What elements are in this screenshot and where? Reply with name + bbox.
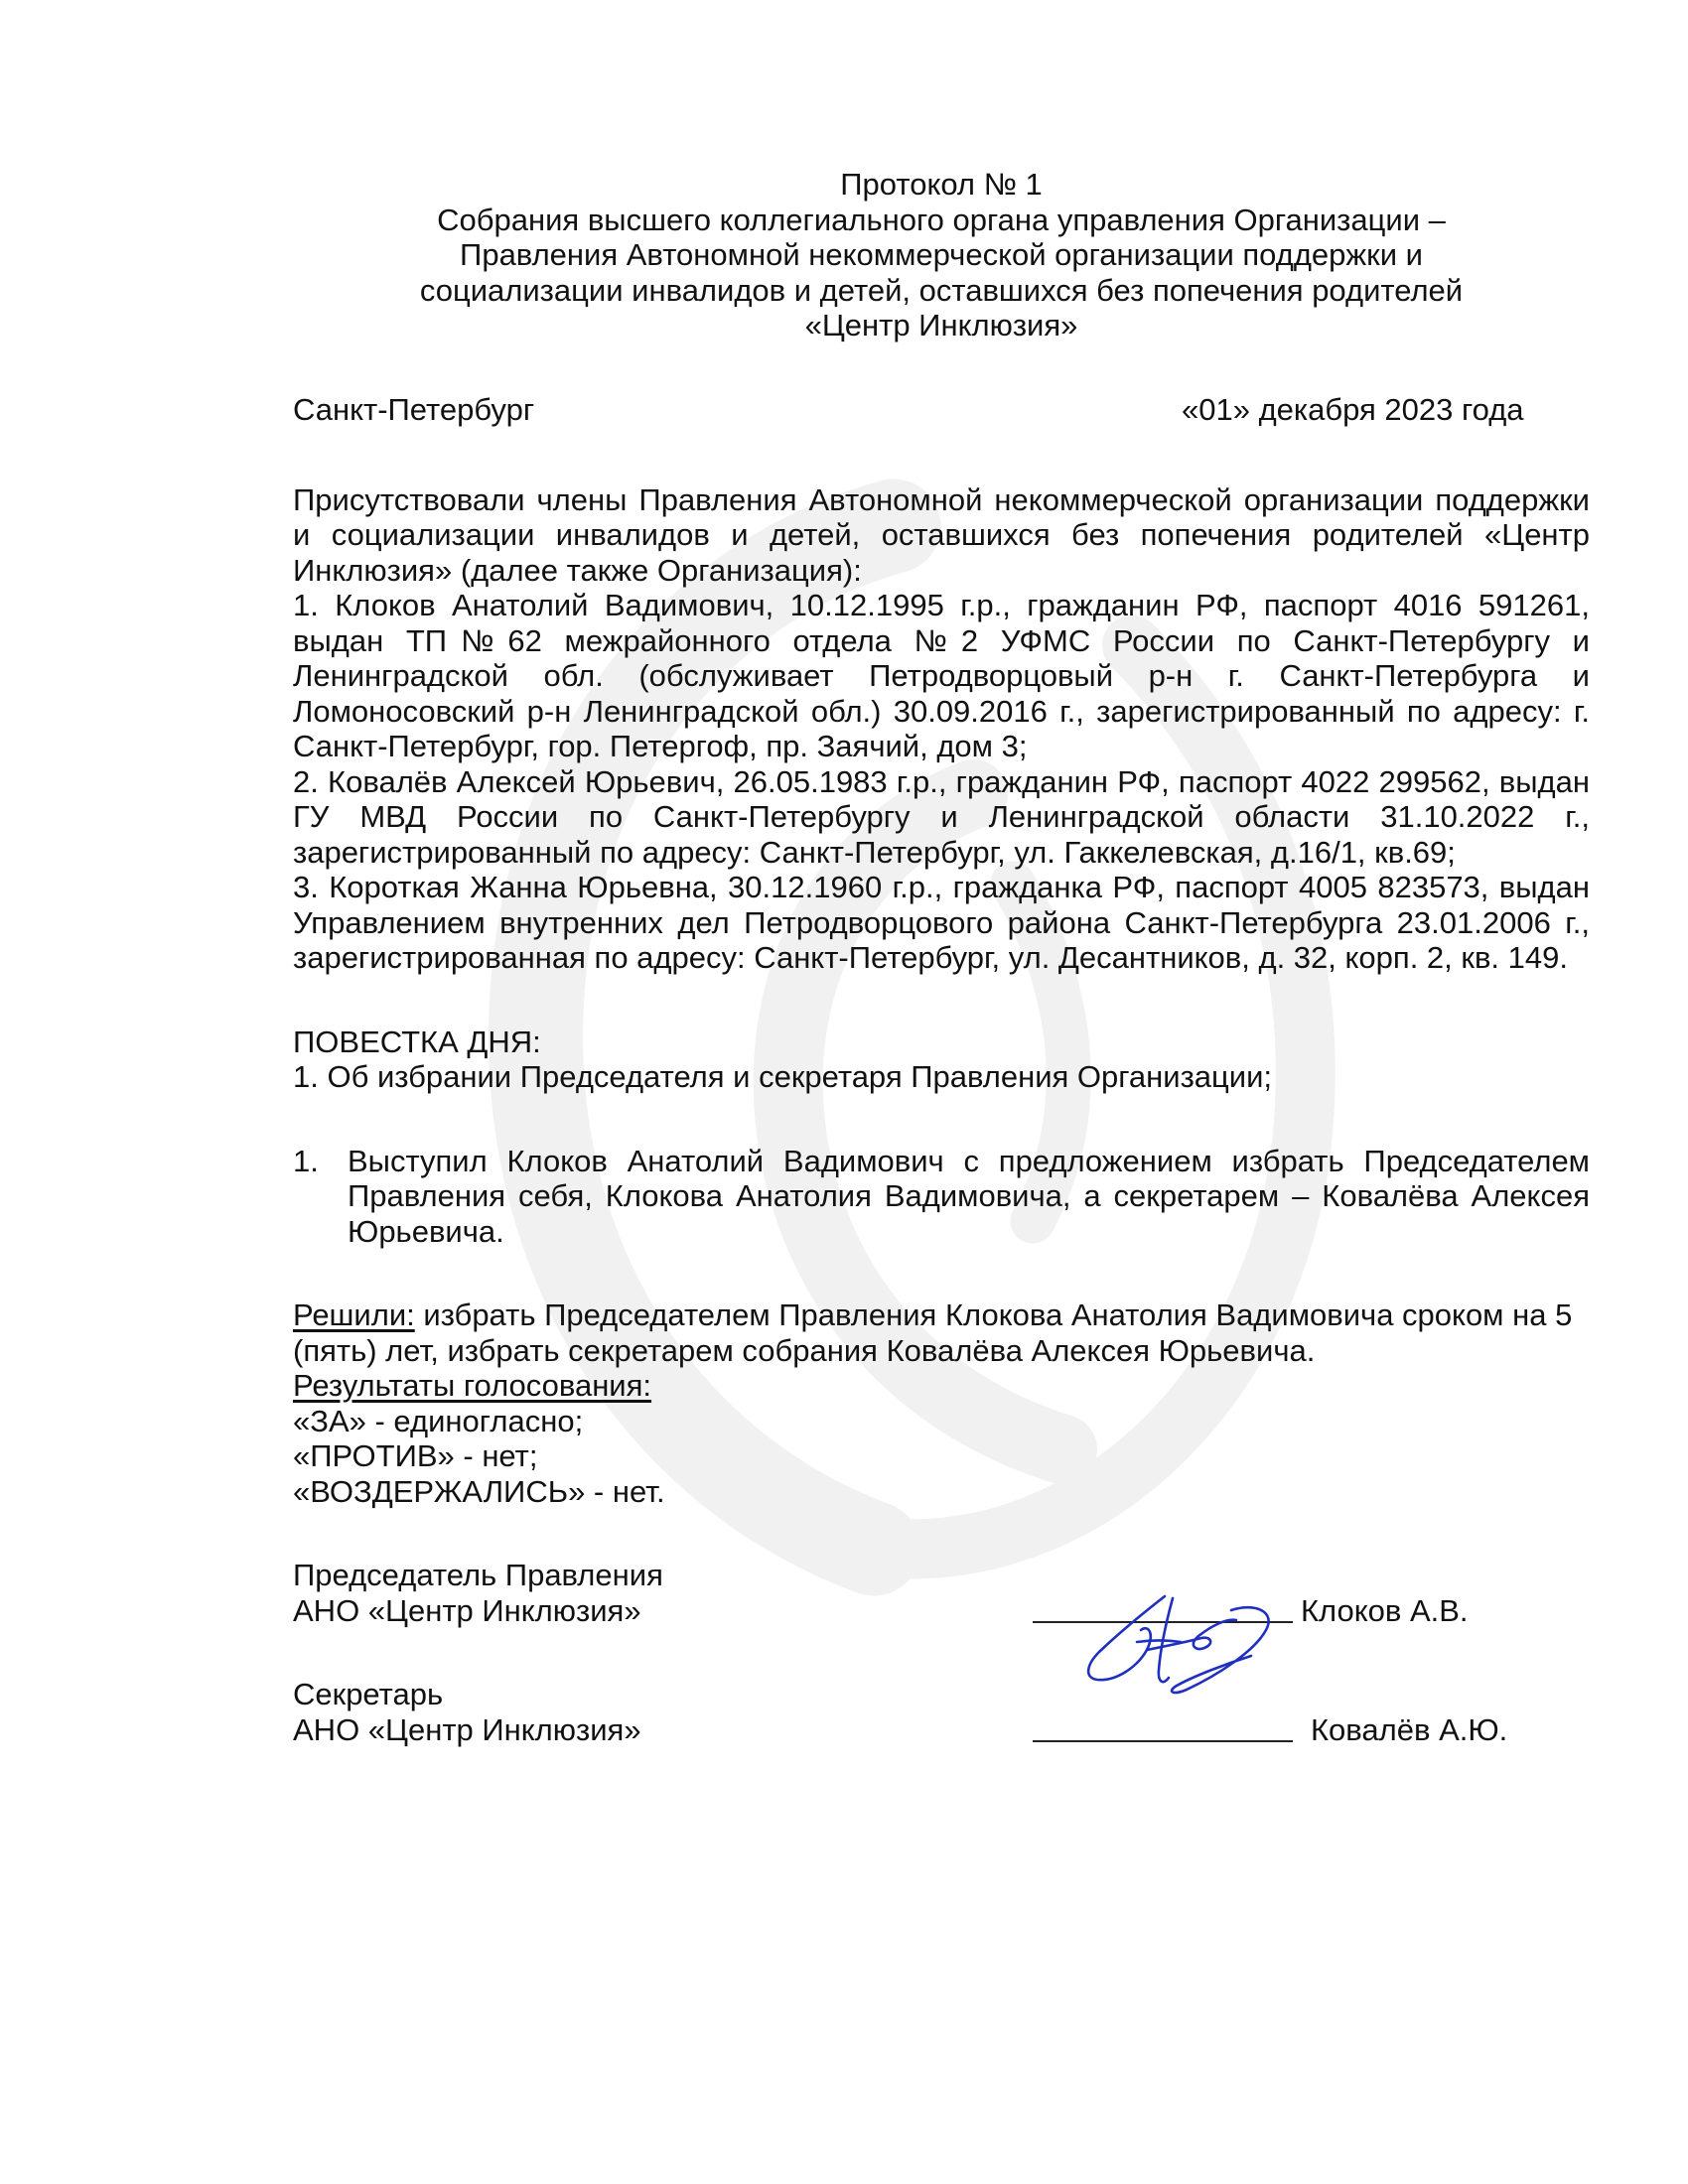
place-date-row xyxy=(293,392,1590,428)
chair-role: Председатель Правления xyxy=(293,1558,663,1592)
agenda-item: 1. Об избрании Председателя и секретаря Правления Организации; xyxy=(293,1059,1273,1094)
speech-number: 1. xyxy=(293,1143,319,1178)
title-line-1: Протокол № 1 xyxy=(840,167,1043,202)
voting-results-label: Результаты голосования: xyxy=(293,1368,652,1403)
title-line-2: Собрания высшего коллегиального органа управления Организации – xyxy=(437,202,1446,237)
decision-label: Решили: xyxy=(293,1297,415,1332)
document-content xyxy=(293,167,1590,1748)
title-line-3: Правления Автономной некоммерческой организации поддержки и xyxy=(460,237,1423,272)
title-line-5: «Центр Инклюзия» xyxy=(804,308,1078,342)
agenda-section xyxy=(293,1024,1590,1095)
attendees-section xyxy=(293,482,1590,976)
chair-org: АНО «Центр Инклюзия» xyxy=(293,1593,641,1628)
document-title xyxy=(293,167,1590,343)
handwritten-signature xyxy=(1077,1590,1286,1700)
secretary-signature-block xyxy=(293,1677,1590,1748)
speech-text: Выступил Клоков Анатолий Вадимович с предложением избрать Председателем Правления себя, Клокова Анатолия Вадимовича, а секретарем – Ковалёва Алексея Юрьевича. xyxy=(348,1143,1590,1249)
secretary-role: Секретарь xyxy=(293,1677,444,1711)
vote-against: «ПРОТИВ» - нет; xyxy=(293,1438,538,1473)
secretary-name: Ковалёв А.Ю. xyxy=(1311,1712,1508,1747)
speech-item xyxy=(293,1144,1590,1250)
document-date: «01» декабря 2023 года xyxy=(1182,391,1524,427)
vote-abstained: «ВОЗДЕРЖАЛИСЬ» - нет. xyxy=(293,1473,665,1509)
attendees-intro: Присутствовали члены Правления Автономной некоммерческой организации поддержки и социализации инвалидов и детей, оставшихся без попечения родителей «Центр Инклюзия» (далее также Организация): xyxy=(293,481,1590,588)
city: Санкт-Петербург xyxy=(293,391,535,427)
title-line-4: социализации инвалидов и детей, оставшихся без попечения родителей xyxy=(419,272,1464,308)
attendee-item: 2. Ковалёв Алексей Юрьевич, 26.05.1983 г.р., гражданин РФ, паспорт 4022 299562, выдан ГУ МВД России по Санкт-Петербургу и Ленинградской области 31.10.2022 г., зарегистрированный по адресу: Санкт-Петербург, ул. Гаккелевская, д.16/1, кв.69; xyxy=(293,763,1590,870)
attendee-item: 3. Короткая Жанна Юрьевна, 30.12.1960 г.р., гражданка РФ, паспорт 4005 823573, выдан Управлением внутренних дел Петродворцового района Санкт-Петербурга 23.01.2006 г., зарегистрированная по адресу: Санкт-Петербург, ул. Десантников, д. 32, корп. 2, кв. 149. xyxy=(293,870,1590,975)
decision-paragraph xyxy=(293,1297,1574,1368)
vote-for: «ЗА» - единогласно; xyxy=(293,1403,584,1438)
chair-name: Клоков А.В. xyxy=(1301,1593,1469,1628)
agenda-heading: ПОВЕСТКА ДНЯ: xyxy=(293,1024,541,1059)
decision-section xyxy=(293,1297,1574,1509)
secretary-signature-line xyxy=(1033,1740,1293,1742)
secretary-org: АНО «Центр Инклюзия» xyxy=(293,1712,641,1747)
decision-text: избрать Председателем Правления Клокова Анатолия Вадимовича сроком на 5 (пять) лет, избрать секретарем собрания Ковалёва Алексея Юрьевича. xyxy=(293,1297,1573,1368)
chair-signature-block xyxy=(293,1558,1590,1629)
attendee-item: 1. Клоков Анатолий Вадимович, 10.12.1995 г.р., гражданин РФ, паспорт 4016 591261, выдан ТП№62 межрайонного отдела №2 УФМС России по Санкт-Петербургу и Ленинградской обл. (обслуживает Петродворцовый р-н г. Санкт-Петербурга и Ломоносовский р-н Ленинградской обл.) 30.09.2016 г., зарегистрированный по адресу: г. Санкт-Петербург, гор. Петергоф, пр. Заячий, дом 3; xyxy=(293,588,1590,763)
